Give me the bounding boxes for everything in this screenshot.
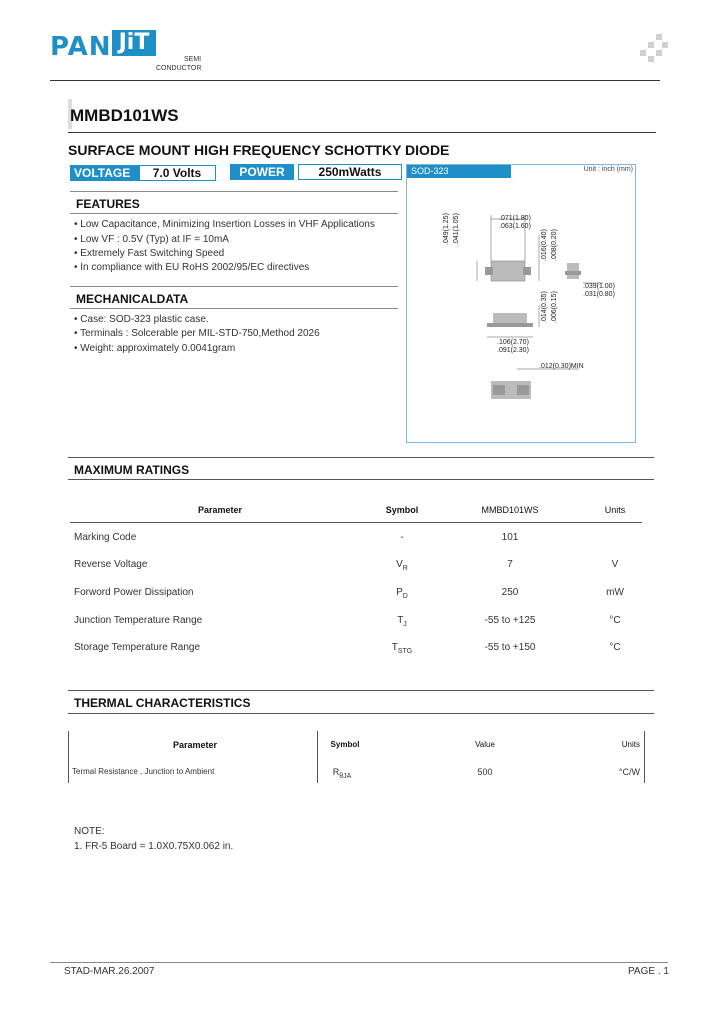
thermal-value: 500 (477, 767, 493, 777)
col-units: Units (604, 505, 626, 515)
row-symbol: $T_J$ (397, 615, 407, 628)
note-text: 1. FR-5 Board = 1.0X0.75X0.062 in. (74, 841, 234, 852)
thermal-heading: THERMAL CHARACTERISTICS (74, 696, 251, 710)
thermal-col-parameter: Parameter (172, 740, 218, 750)
row-value: 101 (501, 532, 519, 543)
thermal-right-border (644, 731, 645, 783)
features-bottom-rule (70, 213, 398, 214)
thermal-unit: °C/W (618, 767, 640, 777)
page-subtitle: SURFACE MOUNT HIGH FREQUENCY SCHOTTKY DIODE (68, 142, 450, 158)
row-unit: °C (609, 642, 621, 653)
feature-item: • Low Capacitance, Minimizing Insertion Losses in VHF Applications (74, 219, 375, 230)
maxratings-header-rule (70, 522, 642, 523)
power-label: POWER (230, 164, 294, 180)
decorative-dots-icon (636, 34, 668, 62)
note-title: NOTE: (74, 826, 105, 837)
logo-semi: SEMI (184, 56, 202, 63)
mech-top-rule (70, 286, 398, 287)
thermal-param: Termal Resistance , Junction to Ambient (72, 767, 215, 776)
mechanical-item: • Case: SOD-323 plastic case. (74, 314, 209, 325)
thermal-symbol: $R_{\theta JA}$ (332, 767, 352, 780)
row-value: 7 (507, 559, 513, 570)
dim-label: .091(2.30) (497, 347, 529, 354)
footer-date: STAD-MAR.26.2007 (64, 966, 155, 977)
mechanical-item: • Weight: approximately 0.0041gram (74, 343, 236, 354)
features-top-rule (70, 191, 398, 192)
features-heading: FEATURES (76, 197, 140, 211)
package-name: SOD-323 (407, 165, 511, 178)
title-rule (68, 132, 656, 133)
dim-label: .106(2.70) (497, 339, 529, 346)
feature-item: • In compliance with EU RoHS 2002/95/EC directives (74, 262, 310, 273)
dim-label: .041(1.05) (453, 213, 460, 245)
package-drawing (407, 165, 635, 442)
dim-label: .039(1.00) (583, 283, 615, 290)
thermal-top-rule (68, 690, 654, 691)
row-unit: mW (606, 587, 624, 598)
part-number: MMBD101WS (70, 106, 179, 125)
row-unit: V (611, 559, 619, 570)
mechanical-heading: MECHANICALDATA (76, 292, 189, 306)
row-unit: °C (609, 615, 621, 626)
dim-label: .063(1.60) (499, 223, 531, 230)
thermal-col-symbol: Symbol (330, 740, 360, 749)
row-symbol: $P_D$ (396, 587, 408, 600)
col-value: MMBD101WS (481, 505, 539, 515)
col-parameter: Parameter (197, 505, 243, 515)
thermal-left-border (68, 731, 69, 783)
row-param: Reverse Voltage (74, 559, 148, 570)
dim-label: .012(0.30)MIN (539, 363, 584, 370)
voltage-value: 7.0 Volts (138, 165, 216, 181)
mechanical-item: • Terminals : Solcerable per MIL-STD-750,Method 2026 (74, 328, 320, 339)
thermal-col-units: Units (621, 740, 640, 749)
header-rule (50, 80, 660, 81)
row-param: Storage Temperature Range (74, 642, 201, 653)
mech-bottom-rule (70, 308, 398, 309)
dim-label: .008(0.20) (551, 229, 558, 261)
maxratings-bottom-rule (68, 479, 654, 480)
row-symbol: $T_{STG}$ (391, 642, 413, 655)
logo-jit: JiT (112, 30, 156, 56)
logo-conductor: CONDUCTOR (156, 65, 202, 72)
thermal-bottom-rule (68, 713, 654, 714)
row-param: Junction Temperature Range (74, 615, 203, 626)
logo-pan: PAN (50, 32, 112, 62)
dim-label: .006(0.15) (551, 291, 558, 323)
power-value: 250mWatts (298, 164, 402, 180)
row-value: -55 to +125 (484, 615, 536, 626)
row-value: 250 (501, 587, 519, 598)
footer-page: PAGE . 1 (628, 966, 669, 977)
package-unit: Unit : inch (mm) (583, 166, 633, 173)
dim-label: .031(0.80) (583, 291, 615, 298)
maxratings-heading: MAXIMUM RATINGS (74, 463, 190, 477)
col-symbol: Symbol (385, 505, 419, 515)
row-symbol: - (400, 532, 404, 543)
maxratings-top-rule (68, 457, 654, 458)
dim-label: .016(0.40) (541, 229, 548, 261)
row-param: Marking Code (74, 532, 137, 543)
row-value: -55 to +150 (484, 642, 536, 653)
thermal-divider (317, 731, 318, 783)
row-symbol: $V_R$ (396, 559, 408, 572)
footer-rule (50, 962, 668, 963)
dim-label: .014(0.35) (541, 291, 548, 323)
feature-item: • Low VF : 0.5V (Typ) at IF = 10mA (74, 234, 229, 245)
voltage-label: VOLTAGE (70, 165, 140, 181)
dim-label: .071(1.80) (499, 215, 531, 222)
thermal-col-value: Value (475, 740, 495, 749)
row-param: Forword Power Dissipation (74, 587, 194, 598)
feature-item: • Extremely Fast Switching Speed (74, 248, 225, 259)
package-outline-box (406, 164, 636, 443)
dim-label: .049(1.25) (443, 213, 450, 245)
